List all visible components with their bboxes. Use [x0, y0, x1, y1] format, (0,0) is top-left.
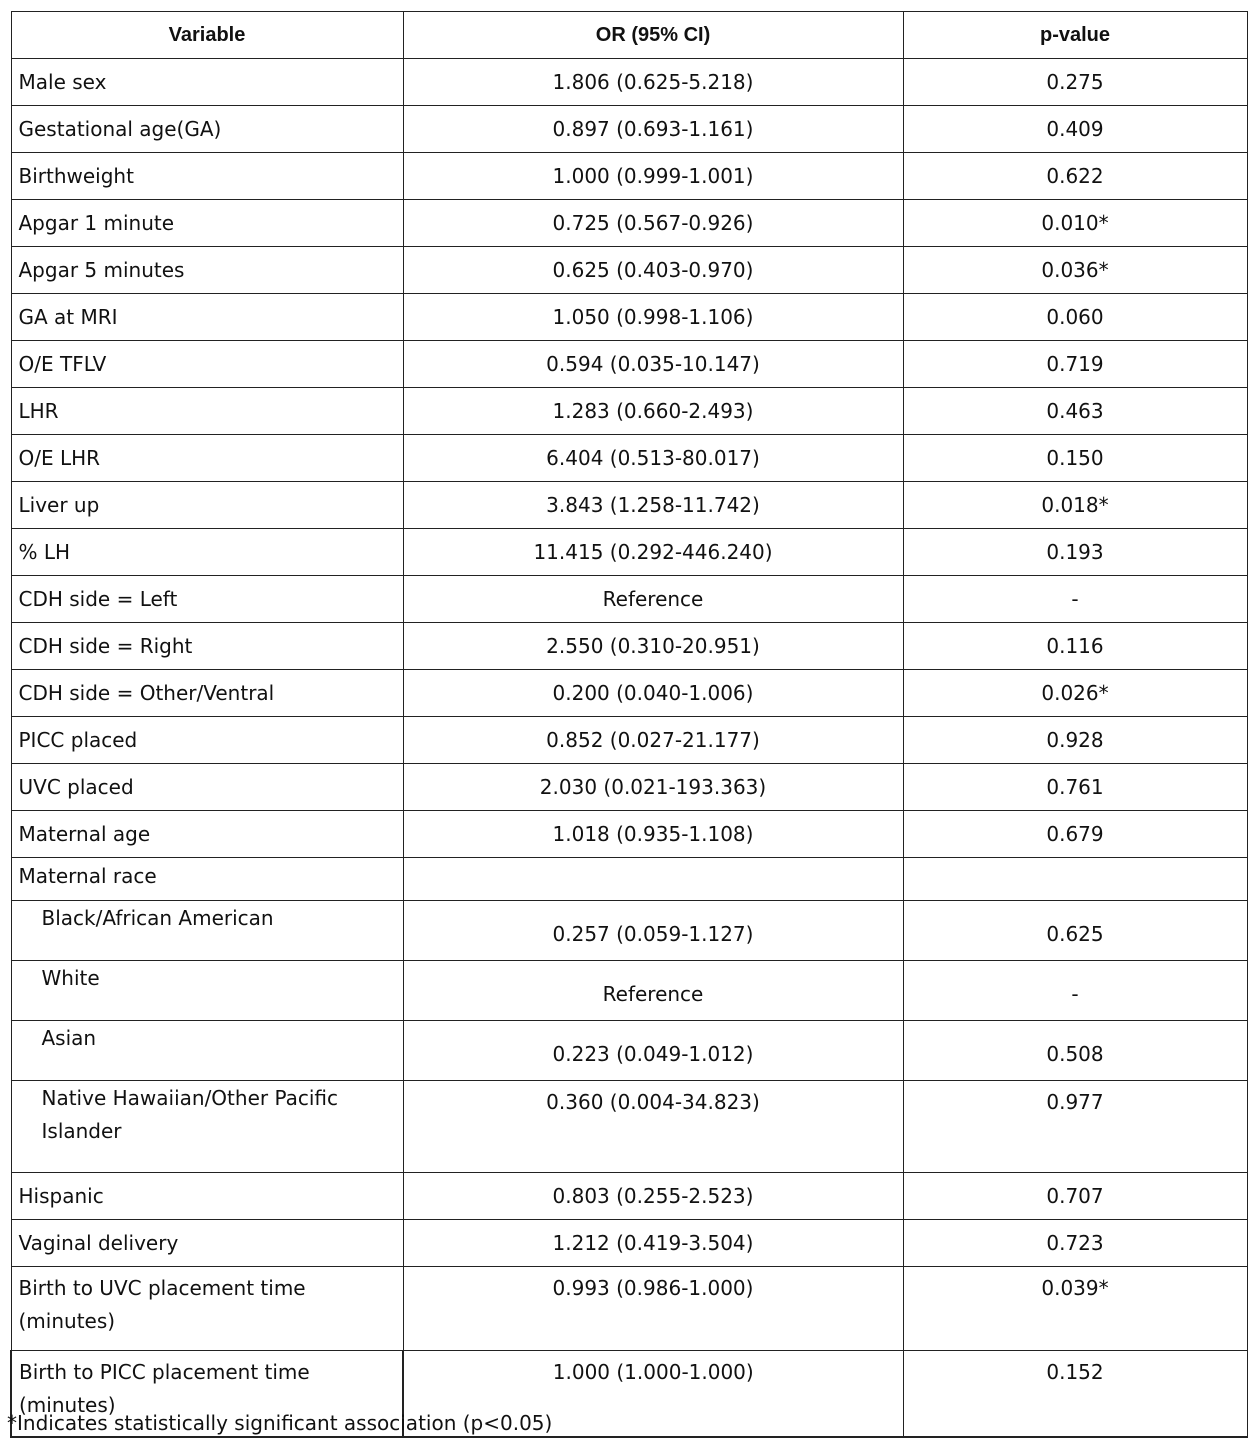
p-value-cell: 0.193 — [903, 529, 1247, 576]
variable-cell: LHR — [11, 388, 403, 435]
or-ci-cell: 0.223 (0.049-1.012) — [403, 1021, 903, 1081]
variable-cell: O/E TFLV — [11, 341, 403, 388]
table-row — [11, 482, 1247, 529]
p-value-cell: 0.116 — [903, 623, 1247, 670]
variable-cell: CDH side = Left — [11, 576, 403, 623]
p-value-cell: 0.275 — [903, 59, 1247, 106]
variable-cell: Vaginal delivery — [11, 1220, 403, 1267]
table-row — [11, 1081, 1247, 1173]
variable-cell: O/E LHR — [11, 435, 403, 482]
variable-cell: CDH side = Other/Ventral — [11, 670, 403, 717]
p-value-cell: 0.018* — [903, 482, 1247, 529]
table-row — [11, 153, 1247, 200]
variable-cell: % LH — [11, 529, 403, 576]
or-ci-cell: 1.283 (0.660-2.493) — [403, 388, 903, 435]
or-ci-cell: 0.257 (0.059-1.127) — [403, 901, 903, 961]
or-ci-cell: 0.803 (0.255-2.523) — [403, 1173, 903, 1220]
variable-cell: Maternal age — [11, 811, 403, 858]
or-ci-cell: 1.000 (1.000-1.000) — [403, 1351, 903, 1438]
header-p-value: p-value — [903, 12, 1247, 59]
p-value-cell: - — [903, 961, 1247, 1021]
p-value-cell: - — [903, 576, 1247, 623]
or-ci-cell: 0.200 (0.040-1.006) — [403, 670, 903, 717]
p-value-cell: 0.723 — [903, 1220, 1247, 1267]
or-ci-cell: 1.806 (0.625-5.218) — [403, 59, 903, 106]
table-row — [11, 764, 1247, 811]
variable-cell: Gestational age(GA) — [11, 106, 403, 153]
table-row — [11, 1173, 1247, 1220]
or-ci-cell: 0.725 (0.567-0.926) — [403, 200, 903, 247]
table-row — [11, 1220, 1247, 1267]
table-row-maternal-race-header — [11, 858, 1247, 901]
table-row — [11, 811, 1247, 858]
or-ci-cell: 3.843 (1.258-11.742) — [403, 482, 903, 529]
variable-cell: Male sex — [11, 59, 403, 106]
table-row — [11, 623, 1247, 670]
p-value-cell: 0.622 — [903, 153, 1247, 200]
p-value-cell: 0.039* — [903, 1267, 1247, 1351]
variable-cell: White — [11, 961, 403, 1021]
regression-results-table — [10, 11, 1248, 1438]
empty-cell — [403, 858, 903, 901]
p-value-cell: 0.150 — [903, 435, 1247, 482]
p-value-cell: 0.036* — [903, 247, 1247, 294]
empty-cell — [903, 858, 1247, 901]
table-row — [11, 388, 1247, 435]
or-ci-cell: 0.625 (0.403-0.970) — [403, 247, 903, 294]
table-row — [11, 106, 1247, 153]
table-row — [11, 717, 1247, 764]
table-row — [11, 59, 1247, 106]
table-row — [11, 576, 1247, 623]
variable-cell: Black/African American — [11, 901, 403, 961]
or-ci-cell: 1.000 (0.999-1.001) — [403, 153, 903, 200]
variable-cell: Native Hawaiian/Other Pacific Islander — [11, 1081, 403, 1173]
or-ci-cell: 1.018 (0.935-1.108) — [403, 811, 903, 858]
table-row — [11, 341, 1247, 388]
or-ci-cell: 1.050 (0.998-1.106) — [403, 294, 903, 341]
header-variable: Variable — [11, 12, 403, 59]
or-ci-cell: Reference — [403, 576, 903, 623]
variable-cell: Birth to UVC placement time (minutes) — [11, 1267, 403, 1351]
variable-cell: Apgar 5 minutes — [11, 247, 403, 294]
variable-cell: GA at MRI — [11, 294, 403, 341]
or-ci-cell: 11.415 (0.292-446.240) — [403, 529, 903, 576]
table-row — [11, 294, 1247, 341]
or-ci-cell: 1.212 (0.419-3.504) — [403, 1220, 903, 1267]
or-ci-cell: 0.852 (0.027-21.177) — [403, 717, 903, 764]
or-ci-cell: 2.550 (0.310-20.951) — [403, 623, 903, 670]
footnote: *Indicates statistically significant association (p<0.05) — [7, 1411, 553, 1435]
p-value-cell: 0.761 — [903, 764, 1247, 811]
variable-cell: Asian — [11, 1021, 403, 1081]
p-value-cell: 0.463 — [903, 388, 1247, 435]
table-row — [11, 529, 1247, 576]
variable-cell: Birthweight — [11, 153, 403, 200]
table-body — [11, 59, 1247, 1438]
p-value-cell: 0.679 — [903, 811, 1247, 858]
variable-cell: CDH side = Right — [11, 623, 403, 670]
p-value-cell: 0.026* — [903, 670, 1247, 717]
p-value-cell: 0.152 — [903, 1351, 1247, 1438]
p-value-cell: 0.977 — [903, 1081, 1247, 1173]
variable-cell: Hispanic — [11, 1173, 403, 1220]
variable-cell: PICC placed — [11, 717, 403, 764]
table-row — [11, 670, 1247, 717]
p-value-cell: 0.508 — [903, 1021, 1247, 1081]
or-ci-cell: Reference — [403, 961, 903, 1021]
table-row — [11, 1267, 1247, 1351]
p-value-cell: 0.719 — [903, 341, 1247, 388]
or-ci-cell: 6.404 (0.513-80.017) — [403, 435, 903, 482]
variable-cell: Liver up — [11, 482, 403, 529]
table-header-row — [11, 12, 1247, 59]
p-value-cell: 0.409 — [903, 106, 1247, 153]
variable-cell: Maternal race — [11, 858, 403, 901]
or-ci-cell: 2.030 (0.021-193.363) — [403, 764, 903, 811]
or-ci-cell: 0.360 (0.004-34.823) — [403, 1081, 903, 1173]
p-value-cell: 0.707 — [903, 1173, 1247, 1220]
p-value-cell: 0.010* — [903, 200, 1247, 247]
table-row — [11, 901, 1247, 961]
variable-cell: UVC placed — [11, 764, 403, 811]
table-row — [11, 200, 1247, 247]
header-or-ci: OR (95% CI) — [403, 12, 903, 59]
variable-cell: Apgar 1 minute — [11, 200, 403, 247]
table-row — [11, 247, 1247, 294]
or-ci-cell: 0.993 (0.986-1.000) — [403, 1267, 903, 1351]
or-ci-cell: 0.897 (0.693-1.161) — [403, 106, 903, 153]
p-value-cell: 0.928 — [903, 717, 1247, 764]
or-ci-cell: 0.594 (0.035-10.147) — [403, 341, 903, 388]
variable-cell: Birth to PICC placement time (minutes) — [11, 1351, 403, 1438]
p-value-cell: 0.625 — [903, 901, 1247, 961]
table-row — [11, 961, 1247, 1021]
p-value-cell: 0.060 — [903, 294, 1247, 341]
table-row — [11, 435, 1247, 482]
table-row — [11, 1021, 1247, 1081]
